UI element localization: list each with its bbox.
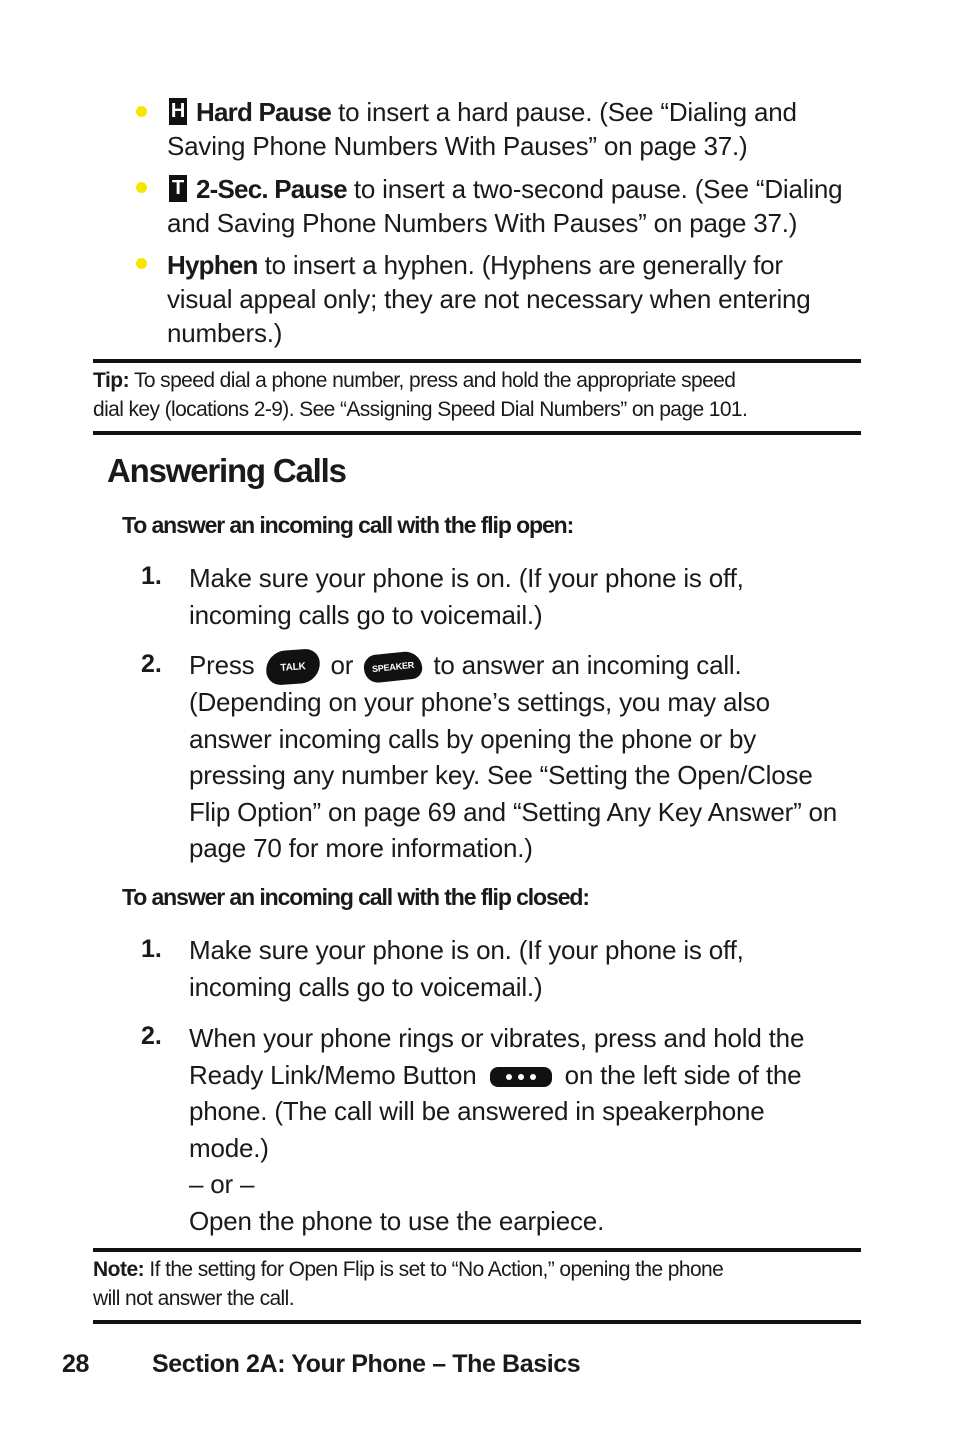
- note-top-rule: [93, 1248, 861, 1252]
- step-number: 2.: [141, 650, 162, 678]
- step-flip-closed-2: [189, 1020, 869, 1239]
- step-flip-open-2: [189, 647, 869, 867]
- step-number: 2.: [141, 1022, 162, 1050]
- step-number: 1.: [141, 935, 162, 963]
- speaker-key-label: SPEAKER: [371, 659, 415, 675]
- subheading-flip-closed: To answer an incoming call with the flip closed:: [122, 884, 589, 910]
- bullet-text: to insert a hyphen. (Hyphens are generally for: [257, 250, 783, 280]
- tip-text: To speed dial a phone number, press and hold the appropriate speed: [129, 369, 736, 392]
- step-text: Open the phone to use the earpiece.: [189, 1205, 605, 1236]
- step-text: pressing any number key. See “Setting the Open/Close: [189, 760, 813, 791]
- bullet-text: numbers.): [167, 318, 283, 348]
- step-text: incoming calls go to voicemail.): [189, 971, 543, 1002]
- step-text: or: [330, 650, 354, 680]
- step-text: answer incoming calls by opening the phone or by: [189, 723, 757, 754]
- bullet-text: to insert a hard pause. (See “Dialing and: [331, 97, 797, 127]
- step-text: Flip Option” on page 69 and “Setting Any Key Answer” on: [189, 796, 838, 827]
- step-number: 1.: [141, 562, 162, 590]
- bullet-item-two-sec-pause: [167, 172, 887, 240]
- two-sec-pause-icon: T: [169, 175, 187, 202]
- note-text: will not answer the call.: [93, 1287, 294, 1310]
- speaker-key-icon: [363, 650, 424, 684]
- page-number: 28: [62, 1350, 90, 1378]
- bullet-item-hard-pause: [167, 95, 867, 163]
- step-text: phone. (The call will be answered in speakerphone: [189, 1096, 765, 1126]
- talk-key-icon: [264, 648, 320, 686]
- tip-bottom-rule: [93, 431, 861, 435]
- footer-section-title: Section 2A: Your Phone – The Basics: [152, 1350, 581, 1378]
- tip-text: dial key (locations 2-9). See “Assigning Speed Dial Numbers” on page 101.: [93, 398, 748, 421]
- bullet-term: Hyphen: [167, 250, 258, 280]
- step-text: – or –: [189, 1169, 255, 1199]
- bullet-text: Saving Phone Numbers With Pauses” on page 37.): [167, 131, 748, 161]
- bullet-dot: [136, 258, 147, 269]
- step-text: Make sure your phone is on. (If your phone is off,: [189, 935, 744, 965]
- bullet-text: and Saving Phone Numbers With Pauses” on page 37.): [167, 208, 798, 238]
- bullet-dot: [136, 106, 147, 117]
- ready-link-memo-button-icon: [490, 1067, 552, 1087]
- tip-label: Tip:: [93, 369, 130, 392]
- note-bottom-rule: [93, 1320, 861, 1324]
- step-text: Press: [189, 650, 255, 680]
- step-flip-closed-1: [189, 932, 869, 1005]
- step-text: Ready Link/Memo Button: [189, 1059, 477, 1090]
- tip-box: [93, 366, 863, 424]
- step-text: (Depending on your phone’s settings, you may also: [189, 687, 770, 718]
- step-text: on the left side of the: [564, 1059, 802, 1090]
- bullet-text: visual appeal only; they are not necessary when entering: [167, 284, 811, 314]
- bullet-text: to insert a two-second pause. (See “Dialing: [346, 174, 843, 204]
- step-text: incoming calls go to voicemail.): [189, 599, 543, 630]
- step-text: When your phone rings or vibrates, press and hold the: [189, 1023, 805, 1053]
- bullet-dot: [136, 182, 147, 193]
- bullet-item-hyphen: [167, 248, 887, 350]
- note-box: [93, 1255, 863, 1313]
- step-text: page 70 for more information.): [189, 833, 533, 864]
- note-text: If the setting for Open Flip is set to “No Action,” opening the phone: [144, 1258, 724, 1281]
- note-label: Note:: [93, 1258, 145, 1281]
- subheading-flip-open: To answer an incoming call with the flip open:: [122, 512, 574, 538]
- bullet-term: 2-Sec. Pause: [196, 174, 347, 204]
- hard-pause-icon: H: [169, 98, 187, 125]
- section-heading: Answering Calls: [107, 452, 346, 489]
- step-text: Make sure your phone is on. (If your phone is off,: [189, 563, 744, 593]
- tip-top-rule: [93, 359, 861, 363]
- step-flip-open-1: [189, 560, 869, 633]
- step-text: mode.): [189, 1132, 269, 1163]
- bullet-term: Hard Pause: [196, 97, 332, 127]
- talk-key-label: TALK: [279, 661, 306, 674]
- step-text: to answer an incoming call.: [433, 650, 742, 680]
